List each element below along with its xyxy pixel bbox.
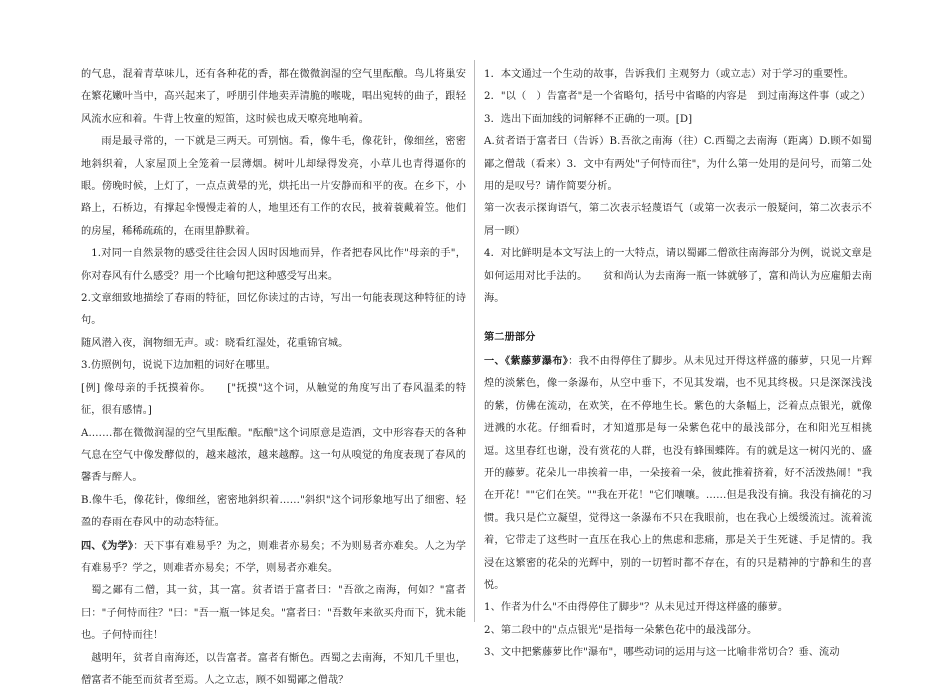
spring-paragraph-2: 雨是最寻常的，一下就是三两天。可别恼。看，像牛毛，像花针，像细丝，密密地斜织着，人家屋顶上全笼着一层薄烟。树叶儿却绿得发亮，小草儿也青得逼你的眼。傍晚时候，上灯了，一点点黄晕的光，烘托出一片安静而和平的夜。在乡下，小路上，石桥边，有撑起伞慢慢走着的人，地里还有工作的农民，披着蓑戴着笠。他们的房屋，稀稀疏疏的，在雨里静默着。: [81, 136, 466, 237]
answer-3a: A.……都在微微润湿的空气里酝酿。"酝酿"这个词原意是造酒，文中形容春天的各种气息在空气中像发酵似的，越来越浓，越来越醇。这一句从嗅觉的角度表现了春风的馨香与醉人。: [81, 427, 466, 484]
shu-paragraph-2: 越明年，贫者自南海还，以告富者。富者有惭色。西蜀之去南海，不知几千里也，僧富者不能至而贫者至焉。人之立志，顾不如蜀鄙之僧哉？: [81, 652, 466, 686]
answer-2: 随风潜入夜，润物细无声。或：晓看红湿处，花重锦官城。: [81, 337, 349, 349]
wisteria-text: ：我不由得停住了脚步。从未见过开得这样盛的藤萝，只见一片辉煌的淡紫色，像一条瀑布，从空中垂下，不见其发端，也不见其终极。只是深深浅浅的紫，仿佛在流动，在欢笑，在不停地生长。紫色的大条幅上，泛着点点银光，就像迸溅的水花。仔细看时，才知道那是每一朵紫色花中的最浅部分，在和阳光互相挑逗。这里春红也谢，没有赏花的人群，也没有蜂围蝶阵。有的就是这一树闪光的、盛开的藤萝。花朵儿一串挨着一串，一朵接着一朵，彼此推着挤着，好不活泼热闹！"我在开花！""它们在笑。""我在开花！"它们嚷嚷。……但是我没有摘。我没有摘花的习惯。我只是伫立凝望，觉得这一条瀑布不只在我眼前，也在我心上缓缓流过。流着流着，它带走了这些时一直压在我心上的焦虑和悲痛，那是关于生死谜、手足情的。我浸在这繁密的花朵的光辉中，别的一切暂时都不存在，有的只是精神的宁静和生的喜悦。: [484, 355, 872, 591]
answer-3b: B.像牛毛，像花针，像细丝，密密地斜织着……"斜织"这个词形象地写出了细密、轻盈的春雨在春风中的动态特征。: [81, 494, 466, 529]
right-question-1: 1．本文通过一个生动的故事，告诉我们 主观努力（或立志）对于学习的重要性。: [484, 69, 854, 80]
right-question-4: 4．对比鲜明是本文写法上的一大特点，请以蜀鄙二僧欲往南海部分为例，说说文章是如何运用对比手法的。 贫和尚认为去南海一瓶一钵就够了，富和尚认为应雇船去南海。: [484, 248, 872, 305]
shu-paragraph-1: 蜀之鄙有二僧，其一贫，其一富。贫者语于富者曰："吾欲之南海，何如？"富者曰："子何恃而往？"曰："吾一瓶一钵足矣。"富者曰："吾数年来欲买舟而下，犹未能也。子何恃而往！: [81, 585, 466, 642]
right-column: [484, 64, 872, 665]
wisteria-question-2: 2、第二段中的"点点银光"是指每一朵紫色花中的最浅部分。: [484, 624, 758, 636]
spacer: [484, 310, 872, 319]
right-question-3: 3．选出下面加线的词解释不正确的一项。[D]: [484, 113, 693, 125]
spring-paragraph-1: 的气息，混着青草味儿，还有各种花的香，都在微微润湿的空气里酝酿。鸟儿将巢安在繁花嫩叶当中，高兴起来了，呼朋引伴地卖弄清脆的喉咙，唱出宛转的曲子，跟轻风流水应和着。牛背上牧童的短笛，这时候也成天嘹亮地响着。: [81, 69, 466, 125]
wisteria-question-3: 3、文中把紫藤萝比作"瀑布"，哪些动词的运用与这一比喻非常切合？垂、流动: [484, 647, 840, 659]
right-question-2: 2．"以（ ）告富者"是一个省略句，括号中省略的内容是 到过南海这件事（或之）: [484, 91, 871, 103]
section-title: 第二册部分: [484, 331, 536, 344]
section-4: [81, 535, 466, 581]
wisteria-passage: [484, 350, 872, 597]
section-4-text: ：天下事有难易乎？为之，则难者亦易矣；不为则易者亦难矣。人之为学有难易乎？学之，则难者亦易矣；不学，则易者亦难矣。: [81, 540, 466, 574]
column-divider: [474, 60, 475, 622]
wisteria-question-1: 1、作者为什么"不由得停住了脚步"？从未见过开得这样盛的藤萝。: [484, 602, 789, 614]
right-question-3-options: A.贫者语于富者曰（告诉）B.吾欲之南海（往）C.西蜀之去南海（距离）D.顾不如蜀鄙之僧哉（看来）3．文中有两处"子何恃而往"，为什么第一处用的是问号，而第二处用的是叹号？请作简要分析。: [484, 136, 872, 193]
section-4-title: 四、《为学》: [81, 539, 134, 552]
question-3: 3.仿照例句，说说下边加粗的词好在哪里。: [81, 360, 277, 372]
wisteria-title: 一、《紫藤萝瀑布》: [484, 354, 569, 367]
left-column: [81, 64, 466, 692]
example: [例] 像母亲的手抚摸着你。 ["抚摸"这个词，从触觉的角度写出了春风温柔的特征，很有感情。]: [81, 382, 466, 417]
question-2: 2.文章细致地描绘了春雨的特征，回忆你读过的古诗，写出一句能表现这种特征的诗句。: [81, 293, 466, 327]
right-question-3-answer: 第一次表示探询语气，第二次表示轻蔑语气（或第一次表示一般疑问，第二次表示不屑一顾）: [484, 203, 872, 237]
question-1: 1.对同一自然景物的感受往往会因人因时因地而异，作者把春风比作"母亲的手"，你对春风有什么感受？用一个比喻句把这种感受写出来。: [81, 248, 466, 282]
